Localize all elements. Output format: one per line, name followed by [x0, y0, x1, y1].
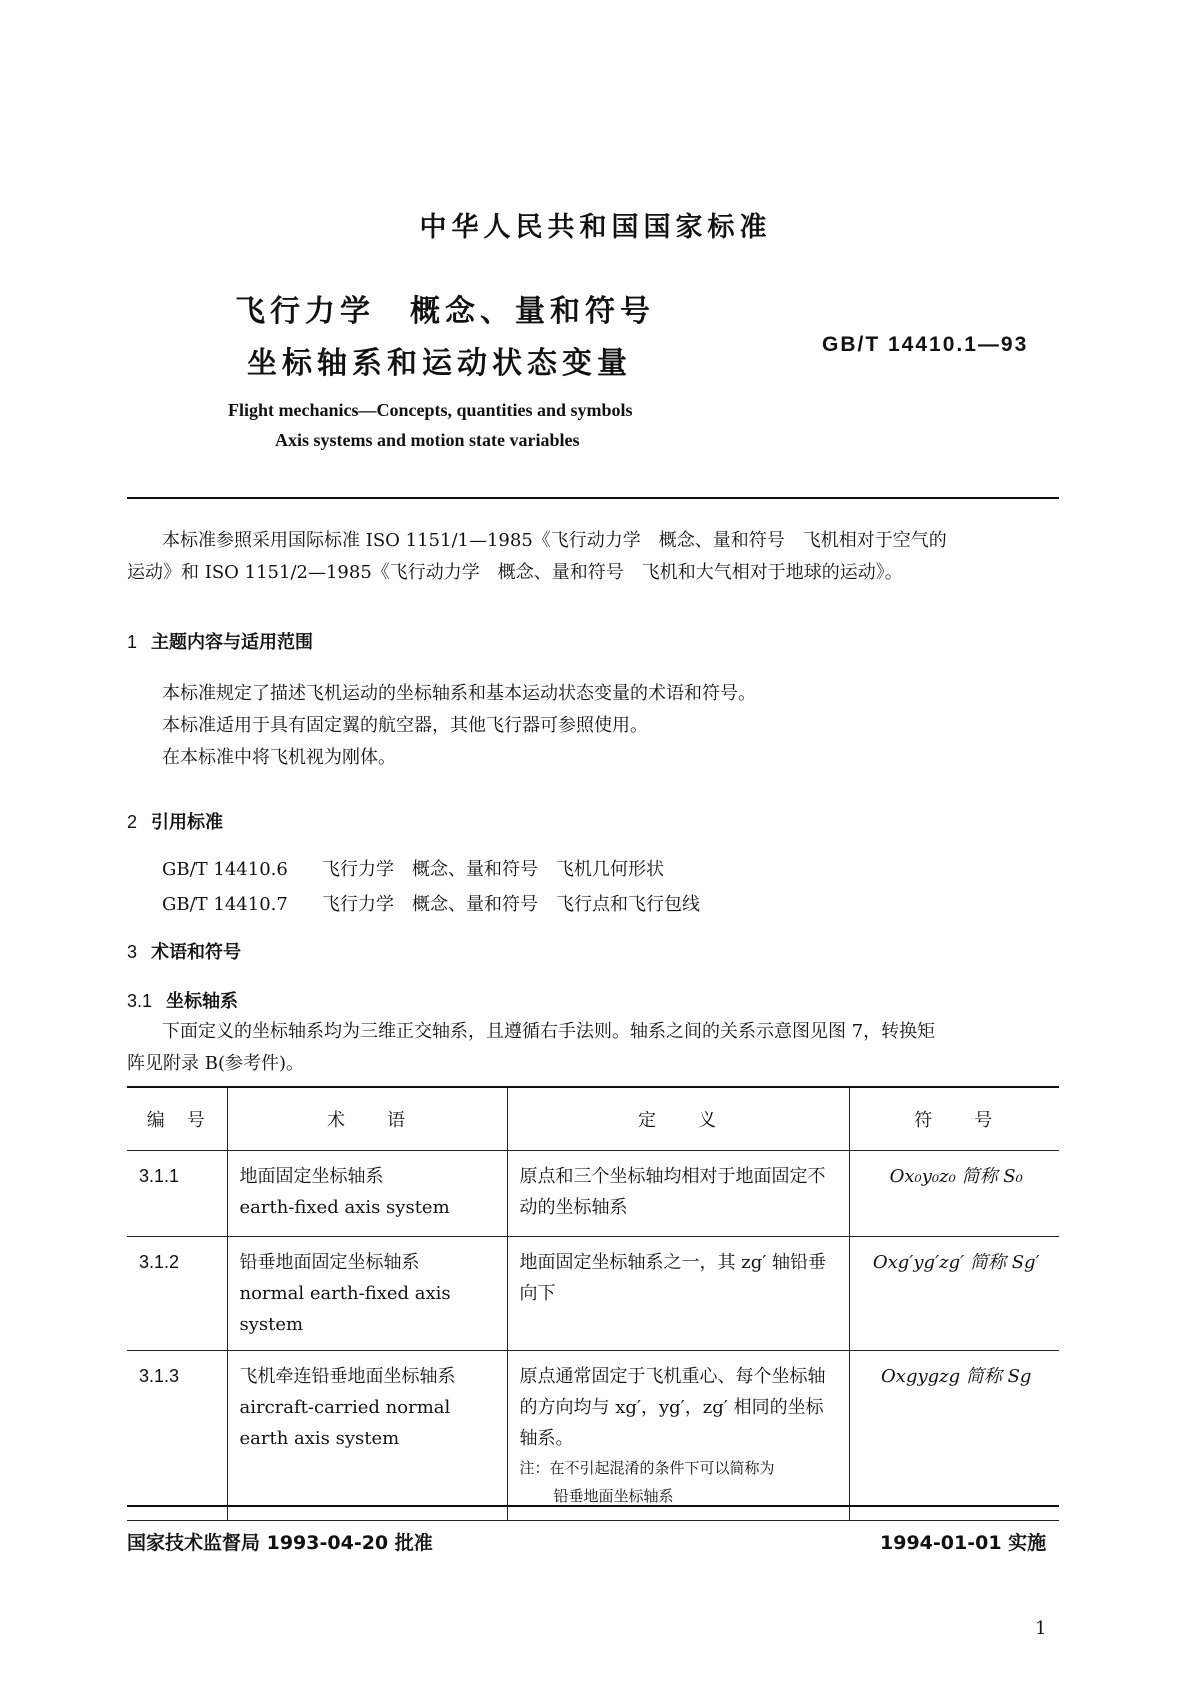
term-zh: 铅垂地面固定坐标轴系 — [239, 1252, 420, 1273]
approval-date: 国家技术监督局 1993-04-20 批准 — [127, 1532, 433, 1554]
row-term — [227, 1351, 507, 1521]
section-3-number: 3 — [127, 942, 138, 962]
standard-code: GB/T 14410.1—93 — [822, 333, 1029, 356]
table-header-row — [127, 1087, 1059, 1151]
terms-table — [127, 1086, 1059, 1521]
section-1-para-1: 本标准规定了描述飞机运动的坐标轴系和基本运动状态变量的术语和符号。 — [162, 683, 756, 704]
section-3-heading — [127, 938, 241, 964]
title-en-line2: Axis systems and motion state variables — [275, 430, 580, 450]
definition-note-line2: 铅垂地面坐标轴系 — [553, 1487, 674, 1505]
section-1-title: 主题内容与适用范围 — [151, 632, 314, 653]
reference-title: 飞行力学 概念、量和符号 飞行点和飞行包线 — [322, 894, 700, 915]
header-divider — [127, 497, 1059, 499]
term-zh: 地面固定坐标轴系 — [239, 1166, 384, 1187]
title-zh-line2: 坐标轴系和运动状态变量 — [247, 346, 632, 381]
title-en-line1: Flight mechanics—Concepts, quantities and symbols — [228, 400, 633, 420]
reference-code: GB/T 14410.6 — [162, 859, 288, 880]
reference-title: 飞行力学 概念、量和符号 飞机几何形状 — [322, 859, 664, 880]
section-1-para-3: 在本标准中将飞机视为刚体。 — [162, 747, 396, 768]
row-symbol: Ox₀y₀z₀ 简称 S₀ — [849, 1151, 1059, 1237]
header-definition: 定 义 — [507, 1087, 849, 1151]
section-3-1-number: 3.1 — [127, 991, 153, 1011]
reference-code: GB/T 14410.7 — [162, 894, 288, 915]
table-row — [127, 1351, 1059, 1521]
reference-item — [162, 855, 664, 881]
row-term — [227, 1237, 507, 1351]
table-row — [127, 1151, 1059, 1237]
intro-line1: 本标准参照采用国际标准 ISO 1151/1—1985《飞行动力学 概念、量和符号 飞机相对于空气的 — [162, 530, 947, 551]
row-term — [227, 1151, 507, 1237]
row-definition: 原点和三个坐标轴均相对于地面固定不动的坐标轴系 — [507, 1151, 849, 1237]
row-number: 3.1.2 — [127, 1237, 227, 1351]
term-en-line1: aircraft-carried normal — [239, 1397, 451, 1418]
section-3-1-desc-line2: 阵见附录 B(参考件)。 — [127, 1053, 304, 1074]
section-1-number: 1 — [127, 632, 138, 652]
row-definition — [507, 1351, 849, 1521]
term-en: earth-fixed axis system — [239, 1197, 450, 1218]
intro-line2: 运动》和 ISO 1151/2—1985《飞行动力学 概念、量和符号 飞机和大气相对于地球的运动》。 — [127, 562, 903, 583]
section-3-title: 术语和符号 — [151, 942, 242, 963]
effective-date: 1994-01-01 实施 — [880, 1532, 1047, 1554]
footer-divider — [127, 1505, 1059, 1507]
term-zh: 飞机牵连铅垂地面坐标轴系 — [239, 1366, 456, 1387]
header-number: 编 号 — [127, 1087, 227, 1151]
row-definition: 地面固定坐标轴系之一，其 zg′ 轴铅垂向下 — [507, 1237, 849, 1351]
section-2-title: 引用标准 — [151, 812, 224, 833]
section-2-number: 2 — [127, 812, 138, 832]
table-row — [127, 1237, 1059, 1351]
header-term: 术 语 — [227, 1087, 507, 1151]
section-1-para-2: 本标准适用于具有固定翼的航空器，其他飞行器可参照使用。 — [162, 715, 648, 736]
section-2-heading — [127, 808, 223, 834]
definition-text: 原点通常固定于飞机重心、每个坐标轴的方向均与 xg′，yg′，zg′ 相同的坐标轴系。 — [519, 1366, 826, 1449]
section-3-1-title: 坐标轴系 — [166, 991, 239, 1012]
section-3-1-desc-line1: 下面定义的坐标轴系均为三维正交轴系，且遵循右手法则。轴系之间的关系示意图见图 7，转换矩 — [162, 1021, 936, 1042]
term-en: normal earth-fixed axis system — [239, 1283, 451, 1335]
title-zh-line1: 飞行力学 概念、量和符号 — [235, 294, 655, 329]
section-3-1-heading — [127, 987, 238, 1013]
row-number: 3.1.3 — [127, 1351, 227, 1521]
definition-note-line1: 注：在不引起混淆的条件下可以简称为 — [519, 1459, 775, 1477]
reference-item — [162, 890, 700, 916]
term-en-line2: earth axis system — [239, 1428, 400, 1449]
header-symbol: 符 号 — [849, 1087, 1059, 1151]
row-number: 3.1.1 — [127, 1151, 227, 1237]
row-symbol: Oxgygzg 简称 Sg — [849, 1351, 1059, 1521]
national-standard-heading: 中华人民共和国国家标准 — [419, 212, 772, 243]
page-number: 1 — [1035, 1618, 1047, 1639]
row-symbol: Oxg′yg′zg′ 简称 Sg′ — [849, 1237, 1059, 1351]
section-1-heading — [127, 628, 313, 654]
